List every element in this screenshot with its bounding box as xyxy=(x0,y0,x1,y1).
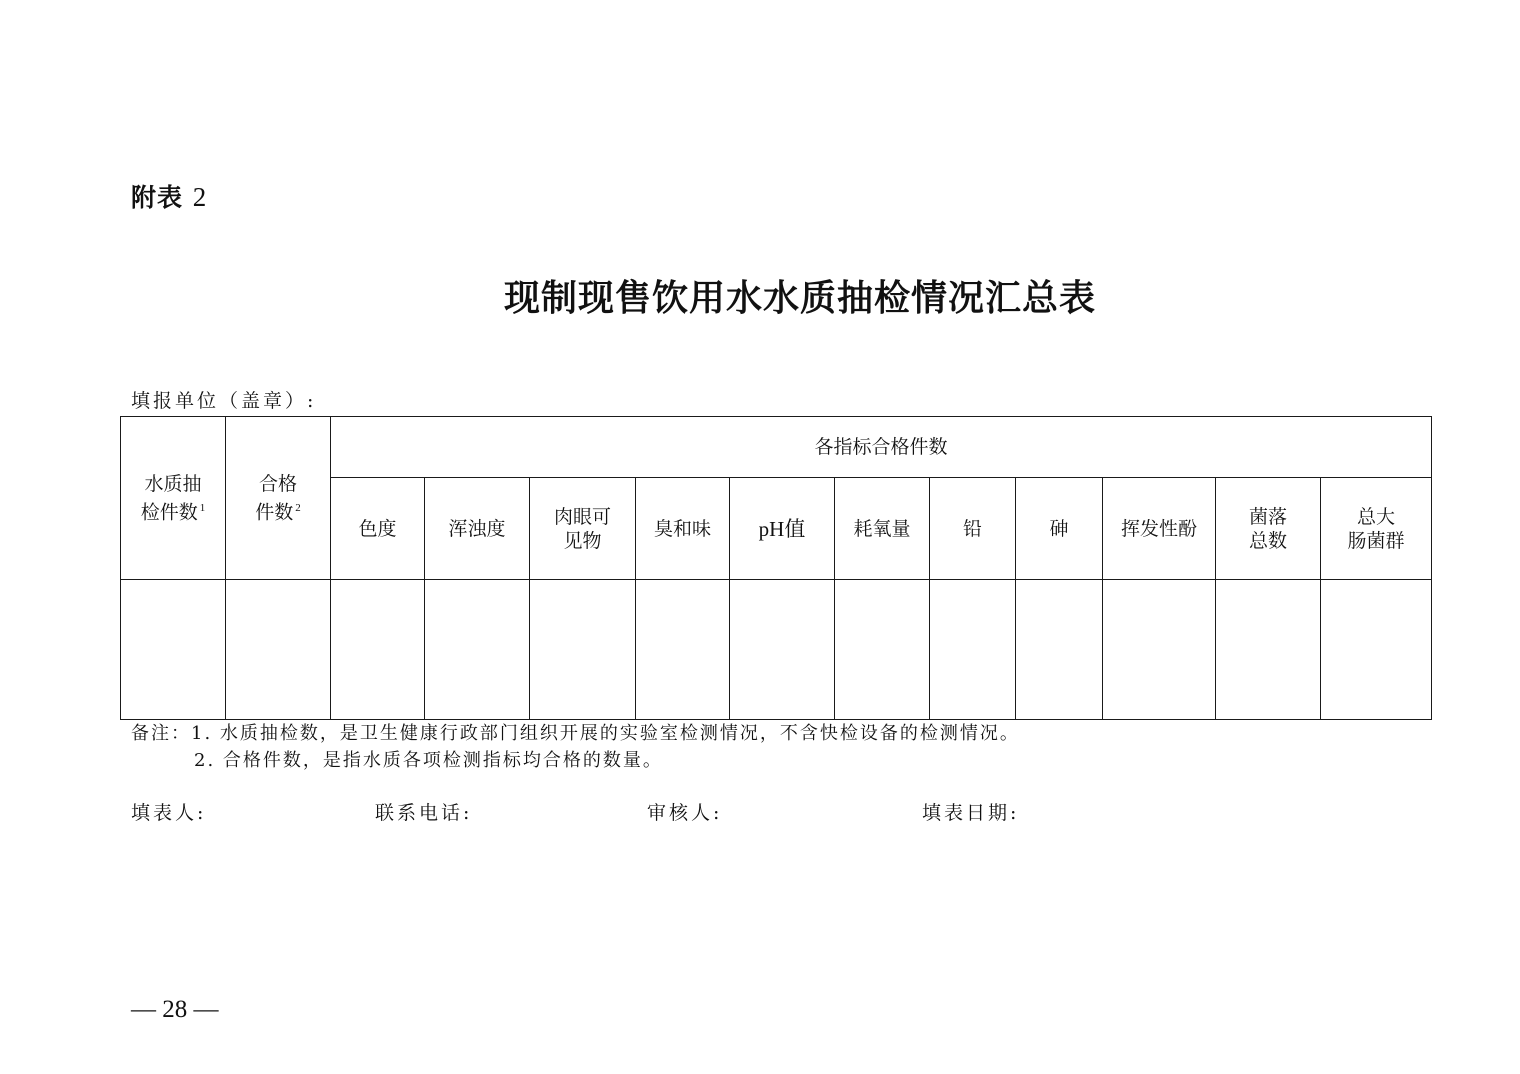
fill-date-label: 填表日期: xyxy=(922,802,1020,824)
appendix-number: 2 xyxy=(192,182,208,212)
cell-inspected-count[interactable] xyxy=(121,580,226,720)
header-total-coliforms-line2: 肠菌群 xyxy=(1347,529,1405,552)
header-colony-count xyxy=(1216,478,1321,580)
cell-qualified-count[interactable] xyxy=(226,580,331,720)
header-turbidity-label: 浑浊度 xyxy=(448,517,506,540)
cell-arsenic[interactable] xyxy=(1016,580,1103,720)
header-indicator-group: 各指标合格件数 xyxy=(331,417,1432,478)
cell-lead[interactable] xyxy=(930,580,1016,720)
header-colony-count-line2: 总数 xyxy=(1248,529,1287,552)
header-qualified-line1: 合格 xyxy=(258,472,297,495)
header-total-coliforms-line1: 总大 xyxy=(1357,505,1396,528)
header-inspected-line2: 检件数 xyxy=(140,501,198,524)
appendix-label xyxy=(131,178,207,214)
phone-label: 联系电话: xyxy=(375,802,473,824)
header-oxygen-consumption-label: 耗氧量 xyxy=(853,517,911,540)
header-visible-matter-line2: 见物 xyxy=(563,529,602,552)
notes-section xyxy=(131,720,1020,774)
summary-table xyxy=(120,416,1432,720)
reviewer-label: 审核人: xyxy=(647,802,723,824)
header-inspected-count xyxy=(121,417,226,580)
header-volatile-phenol-label: 挥发性酚 xyxy=(1120,517,1197,540)
page-number: — 28 — xyxy=(131,996,219,1023)
footnote-marker-1: 1 xyxy=(199,501,206,514)
header-oxygen-consumption xyxy=(835,478,930,580)
header-color xyxy=(331,478,425,580)
reporting-unit-label: 填报单位（盖章）: xyxy=(131,390,317,412)
header-inspected-line1: 水质抽 xyxy=(144,472,202,495)
table-header-row-1 xyxy=(121,417,1432,478)
header-color-label: 色度 xyxy=(358,517,397,540)
cell-total-coliforms[interactable] xyxy=(1321,580,1432,720)
header-odor-taste-label: 臭和味 xyxy=(653,517,711,540)
cell-colony-count[interactable] xyxy=(1216,580,1321,720)
header-turbidity xyxy=(425,478,530,580)
header-lead-label: 铅 xyxy=(962,517,982,540)
header-volatile-phenol xyxy=(1103,478,1216,580)
header-visible-matter xyxy=(530,478,636,580)
header-arsenic xyxy=(1016,478,1103,580)
header-colony-count-line1: 菌落 xyxy=(1248,505,1287,528)
header-total-coliforms xyxy=(1321,478,1432,580)
cell-volatile-phenol[interactable] xyxy=(1103,580,1216,720)
appendix-label-text: 附表 xyxy=(131,183,184,212)
table-row xyxy=(121,580,1432,720)
header-arsenic-label: 砷 xyxy=(1049,517,1069,540)
cell-turbidity[interactable] xyxy=(425,580,530,720)
header-qualified-count xyxy=(226,417,331,580)
filler-label: 填表人: xyxy=(131,802,207,824)
header-odor-taste xyxy=(636,478,730,580)
cell-ph[interactable] xyxy=(730,580,835,720)
cell-color[interactable] xyxy=(331,580,425,720)
header-qualified-line2: 件数 xyxy=(255,501,294,524)
header-lead xyxy=(930,478,1016,580)
header-ph xyxy=(730,478,835,580)
document-title: 现制现售饮用水水质抽检情况汇总表 xyxy=(503,277,1096,319)
note-line-2: 2. 合格件数，是指水质各项检测指标均合格的数量。 xyxy=(194,750,663,771)
cell-odor-taste[interactable] xyxy=(636,580,730,720)
cell-visible-matter[interactable] xyxy=(530,580,636,720)
footnote-marker-2: 2 xyxy=(295,501,301,514)
note-line-1: 备注：1. 水质抽检数，是卫生健康行政部门组织开展的实验室检测情况，不含快检设备的检测情况。 xyxy=(131,723,1020,744)
cell-oxygen-consumption[interactable] xyxy=(835,580,930,720)
header-visible-matter-line1: 肉眼可 xyxy=(553,505,611,528)
header-ph-label: pH值 xyxy=(758,516,806,541)
